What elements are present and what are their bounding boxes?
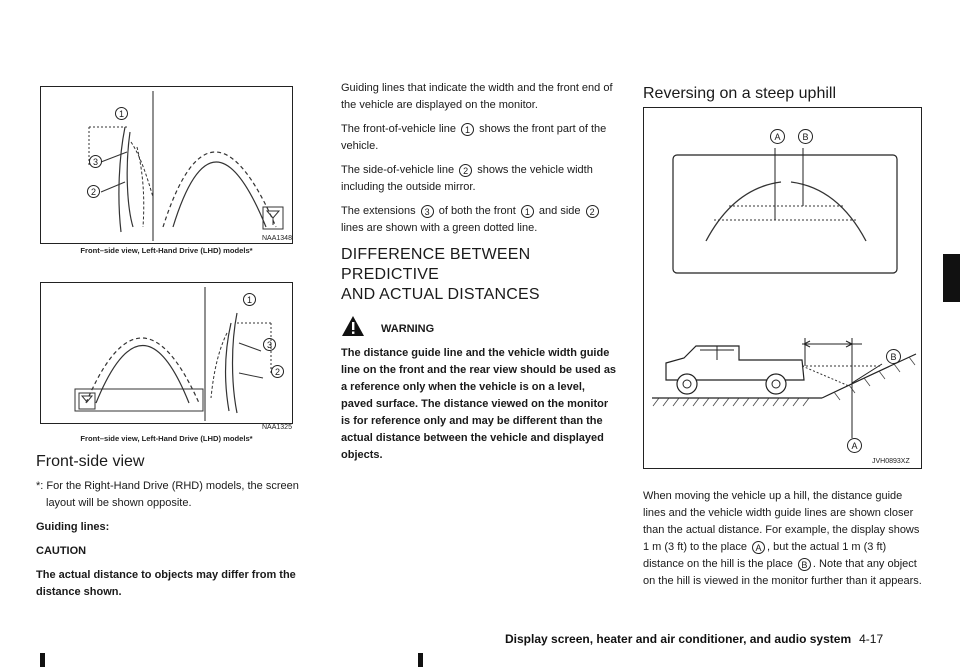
warning-text: The distance guide line and the vehicle width guide line on the front and the rear view should be used as a reference only when the vehicle is on a level, paved surface. The distance viewed on the monitor is for reference only and may be different than the actual distance between the vehicle and displayed objects. (341, 347, 617, 461)
caution-label: CAUTION (36, 545, 87, 557)
figure-2-label-1: 1 (243, 293, 256, 306)
figure-1-label-2: 2 (87, 185, 100, 198)
figure-3-label-a-top: A (770, 129, 785, 144)
crop-mark-center (418, 653, 423, 667)
figure-1-illustration (41, 87, 294, 245)
figure-2-illustration (41, 283, 294, 425)
page-number: 4-17 (859, 632, 884, 646)
difference-heading-line1: DIFFERENCE BETWEEN PREDICTIVE (341, 246, 531, 283)
figure-1-code: NAA1348 (262, 235, 292, 242)
figure-3-label-b-side: B (886, 349, 901, 364)
extensions-text-a: The extensions (341, 205, 416, 217)
uphill-paragraph (643, 488, 923, 590)
crop-mark-left (40, 653, 45, 667)
difference-heading-line2: AND ACTUAL DISTANCES (341, 286, 540, 303)
front-side-view-heading: Front-side view (36, 453, 145, 470)
figure-reversing-uphill (643, 107, 922, 469)
rhd-note: *: For the Right-Hand Drive (RHD) models, the screen layout will be shown opposite. (36, 480, 299, 509)
front-line-text-a: The front-of-vehicle line (341, 123, 456, 135)
callout-b: B (798, 558, 811, 571)
figure-1-caption: Front–side view, Left-Hand Drive (LHD) models* (80, 246, 253, 255)
uphill-text-a: When moving the vehicle up a hill, the distance guide lines and the vehicle width guide lines are shown closer than the actual distance. For example, the display shows 1 m (3 ft) to the place (643, 490, 920, 553)
caution-text: The actual distance to objects may differ from the distance shown. (36, 569, 296, 598)
figure-3-illustration (644, 108, 923, 470)
extensions-text-d: lines are shown with a green dotted line. (341, 222, 538, 234)
figure-1-label-3: 3 (89, 155, 102, 168)
warning-title: WARNING (381, 323, 435, 335)
figure-2-label-3: 3 (263, 338, 276, 351)
figure-3-label-b-top: B (798, 129, 813, 144)
front-line-paragraph (341, 121, 617, 155)
figure-3-code: JVH0893XZ (872, 458, 910, 465)
figure-2-label-2: 2 (271, 365, 284, 378)
callout-3: 3 (421, 205, 434, 218)
section-tab (943, 254, 960, 302)
figure-2-caption: Front–side view, Left-Hand Drive (LHD) models* (80, 434, 253, 443)
page-footer (505, 632, 883, 646)
figure-2-code: NAA1325 (262, 424, 292, 431)
extensions-text-c: and side (538, 205, 581, 217)
callout-2: 2 (459, 164, 472, 177)
guiding-lines-label: Guiding lines: (36, 521, 110, 533)
callout-1b: 1 (521, 205, 534, 218)
side-line-paragraph (341, 162, 617, 196)
figure-3-label-a-bottom: A (847, 438, 862, 453)
callout-a: A (752, 541, 765, 554)
side-line-text-b: shows the vehicle width including the outside mirror. (341, 164, 593, 193)
reversing-heading: Reversing on a steep uphill (643, 85, 837, 102)
extensions-paragraph (341, 203, 617, 237)
front-line-text-b: shows the front part of the vehicle. (341, 123, 607, 152)
guiding-lines-paragraph: Guiding lines that indicate the width and the front end of the vehicle are displayed on the monitor. (341, 82, 613, 111)
left-column (36, 452, 322, 608)
callout-1: 1 (461, 123, 474, 136)
figure-front-side-lhd-2 (40, 282, 293, 424)
uphill-text-c: . Note that any object on the hill is viewed in the monitor further than it appears. (643, 558, 922, 587)
figure-front-side-lhd-1 (40, 86, 293, 244)
middle-column (341, 80, 617, 471)
right-column (643, 488, 923, 597)
uphill-text-b: , but the actual 1 m (3 ft) distance on the hill is the place (643, 541, 887, 570)
warning-triangle-icon (341, 315, 365, 337)
side-line-text-a: The side-of-vehicle line (341, 164, 455, 176)
extensions-text-b: of both the front (438, 205, 516, 217)
footer-section-title: Display screen, heater and air conditioner, and audio system (505, 632, 852, 646)
figure-1-label-1: 1 (115, 107, 128, 120)
callout-2b: 2 (586, 205, 599, 218)
warning-block (341, 315, 617, 341)
